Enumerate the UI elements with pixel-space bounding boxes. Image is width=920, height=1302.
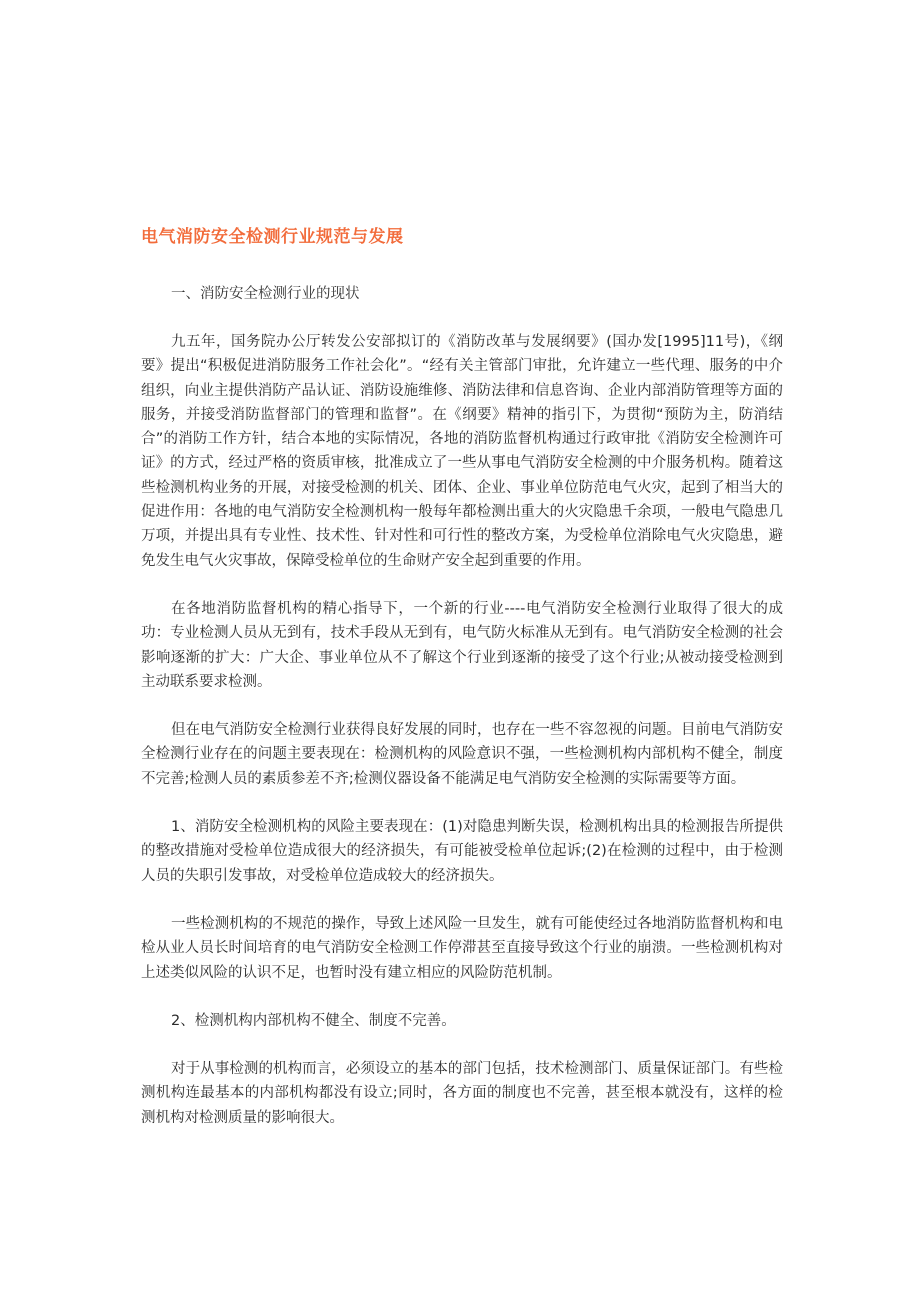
paragraph-basic-departments: 对于从事检测的机构而言，必须设立的基本的部门包括，技术检测部门、质量保证部门。有些检测机构连最基本的内部机构都没有设立;同时，各方面的制度也不完善，甚至根本就没有，这样的检测机构对检测质量的影响很大。 xyxy=(141,1061,783,1126)
paragraph-industry-success: 在各地消防监督机构的精心指导下，一个新的行业----电气消防安全检测行业取得了很大的成功：专业检测人员从无到有，技术手段从无到有，电气防火标准从无到有。电气消防安全检测的社会影响逐渐的扩大：广大企、事业单位从不了解这个行业到逐渐的接受了这个行业;从被动接受检测到主动联系要求检测。 xyxy=(141,600,783,690)
section-heading: 一、消防安全检测行业的现状 xyxy=(171,286,360,302)
paragraph-1995-outline: 九五年，国务院办公厅转发公安部拟订的《消防改革与发展纲要》(国办发[1995]11号)，《纲要》提出“积极促进消防服务工作社会化”。“经有关主管部门审批，允许建立一些代理、服务的中介组织，向业主提供消防产品认证、消防设施维修、消防法律和信息咨询、企业内部消防管理等方面的服务，并接受消防监督部门的管理和监督”。在《纲要》精神的指引下，为贯彻“预防为主，防消结合”的消防工作方针，结合本地的实际情况，各地的消防监督机构通过行政审批《消防安全检测许可证》的方式，经过严格的资质审核，批准成立了一些从事电气消防安全检测的中介服务机构。随着这些检测机构业务的开展，对接受检测的机关、团体、企业、事业单位防范电气火灾，起到了相当大的促进作用：各地的电气消防安全检测机构一般每年都检测出重大的火灾隐患千余项，一般电气隐患几万项，并提出具有专业性、技术性、针对性和可行性的整改方案，为受检单位消除电气火灾隐患，避免发生电气火灾事故，保障受检单位的生命财产安全起到重要的作用。 xyxy=(141,334,783,569)
article xyxy=(141,224,783,1130)
paragraph-irregular-operations: 一些检测机构的不规范的操作，导致上述风险一旦发生，就有可能使经过各地消防监督机构和电检从业人员长时间培育的电气消防安全检测工作停滞甚至直接导致这个行业的崩溃。一些检测机构对上述类似风险的认识不足，也暂时没有建立相应的风险防范机制。 xyxy=(141,915,783,981)
article-title: 电气消防安全检测行业规范与发展 xyxy=(141,227,404,247)
paragraph-existing-problems: 但在电气消防安全检测行业获得良好发展的同时，也存在一些不容忽视的问题。目前电气消防安全检测行业存在的问题主要表现在：检测机构的风险意识不强，一些检测机构内部机构不健全，制度不完善;检测人员的素质参差不齐;检测仪器设备不能满足电气消防安全检测的实际需要等方面。 xyxy=(141,722,783,787)
paragraph-point-two: 2、检测机构内部机构不健全、制度不完善。 xyxy=(171,1012,456,1029)
paragraph-risk-points: 1、消防安全检测机构的风险主要表现在：(1)对隐患判断失误，检测机构出具的检测报告所提供的整改措施对受检单位造成很大的经济损失，有可能被受检单位起诉;(2)在检测的过程中，由于检测人员的失职引发事故，对受检单位造成较大的经济损失。 xyxy=(141,819,783,884)
